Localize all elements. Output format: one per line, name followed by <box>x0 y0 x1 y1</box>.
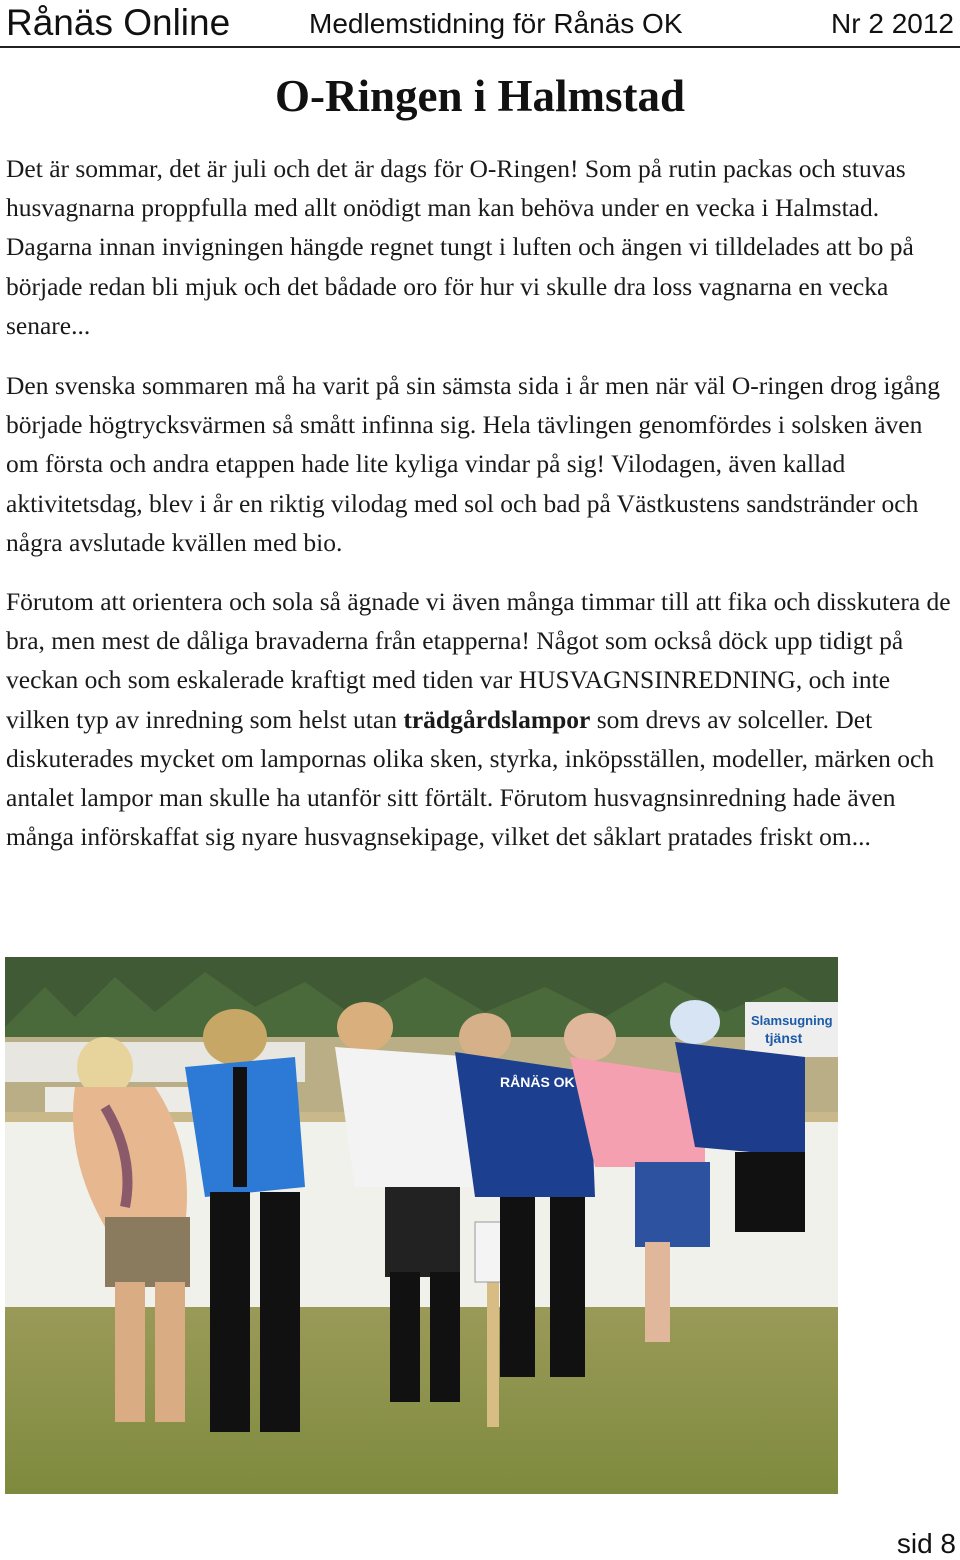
publication-subtitle: Medlemstidning för Rånäs OK <box>309 8 683 39</box>
issue-number: Nr 2 2012 <box>831 8 954 39</box>
article-title: O-Ringen i Halmstad <box>274 71 686 121</box>
article-photo <box>5 957 838 1494</box>
paragraph-3-text-a: Förutom att orientera och sola så ägnade vi även många timmar till att fika och disskutera de bra, men mest de dåliga bravaderna från etapperna! Något som också döck upp tidigt på veckan och som eskalerade kraftigt med tiden var HUSVAGNSINREDNING, och inte vilken typ av inredning som helst utan <box>6 587 951 734</box>
photo-sign-text: Slamsugning <box>751 1013 833 1028</box>
photo-jersey-text: RÅNÄS OK <box>500 1074 575 1090</box>
photo-sign-subtext: tjänst <box>765 1030 803 1046</box>
site-title: Rånäs Online <box>6 2 231 43</box>
paragraph-3-bold-term: trädgårdslampor <box>403 704 591 734</box>
paragraph-3-text-b: som drevs av solceller. Det diskuterades mycket om lampornas olika sken, styrka, inköpsställen, modeller, märken och antalet lampor man skulle ha utanför sitt förtält. Förutom husvagnsinredning hade även många införskaffat sig nyare husvagnsekipage, vilket det såklart pratades friskt om... <box>6 704 935 852</box>
article-paragraph-3 <box>6 582 954 856</box>
article-paragraph-2: Den svenska sommaren må ha varit på sin sämsta sida i år men när väl O-ringen drog igång började högtrycksvärmen så smått infinna sig. Hela tävlingen genomfördes i solsken även om första och andra etappen hade lite kyliga vindar på sig! Vilodagen, även kallad aktivitetsdag, blev i år en riktig vilodag med sol och bad på Västkustens sandstränder och några avslutade kvällen med bio. <box>6 371 941 557</box>
page-header <box>0 0 960 48</box>
page-number: sid 8 <box>896 1528 956 1559</box>
article-paragraph-1: Det är sommar, det är juli och det är dags för O-Ringen! Som på rutin packas och stuvas husvagnarna proppfulla med allt onödigt man kan behöva under en vecka i Halmstad. Dagarna innan invigningen hängde regnet tungt i luften och ängen vi tilldelades att bo på började redan bli mjuk och det bådade oro för hur vi skulle dra loss vagnarna en vecka senare... <box>6 154 914 340</box>
